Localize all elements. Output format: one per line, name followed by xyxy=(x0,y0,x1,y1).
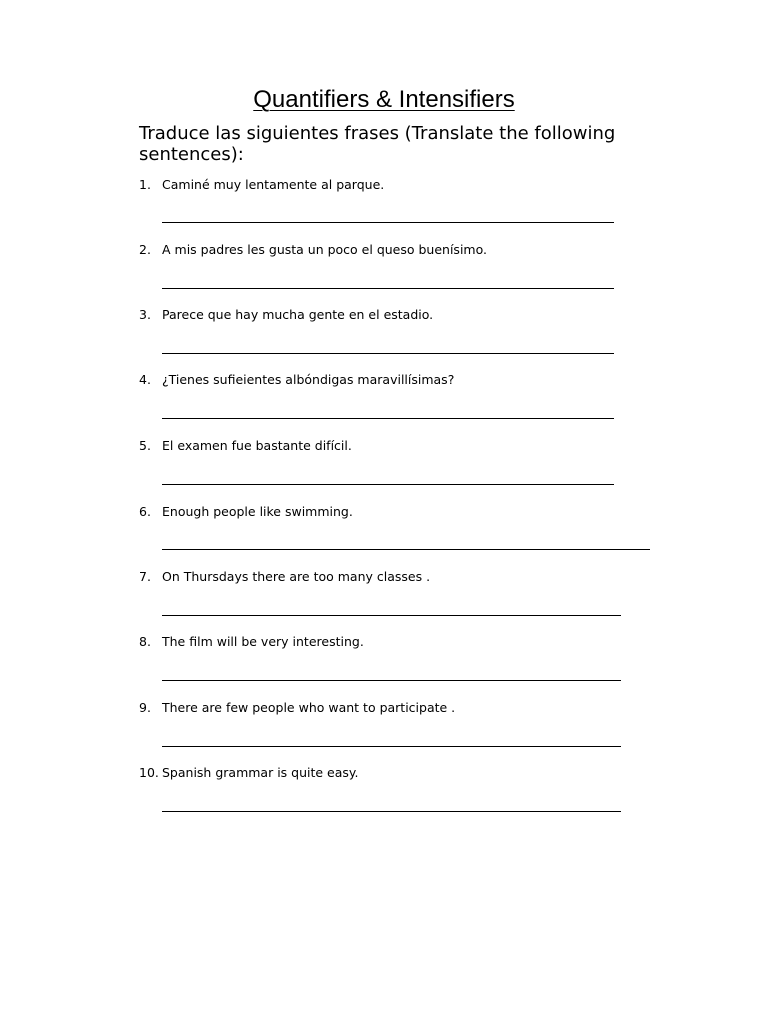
answer-line[interactable] xyxy=(162,484,614,485)
question-text: Enough people like swimming. xyxy=(162,504,353,519)
answer-line[interactable] xyxy=(162,418,614,419)
answer-line[interactable] xyxy=(162,615,621,616)
question-number: 10. xyxy=(139,765,159,780)
question-text: There are few people who want to participate . xyxy=(162,700,456,715)
answer-line[interactable] xyxy=(162,222,614,223)
answer-line[interactable] xyxy=(162,353,614,354)
question-number: 8. xyxy=(139,634,151,649)
answer-line[interactable] xyxy=(162,549,650,550)
question-number: 1. xyxy=(139,177,151,192)
question-number: 2. xyxy=(139,242,151,257)
question-number: 3. xyxy=(139,307,151,322)
question-number: 4. xyxy=(139,372,151,387)
question-text: A mis padres les gusta un poco el queso buenísimo. xyxy=(162,242,487,257)
question-number: 9. xyxy=(139,700,151,715)
question-number: 5. xyxy=(139,438,151,453)
question-number: 7. xyxy=(139,569,151,584)
question-text: Spanish grammar is quite easy. xyxy=(162,765,359,780)
worksheet-title: Quantifiers & Intensifiers xyxy=(253,86,515,113)
question-number: 6. xyxy=(139,504,151,519)
question-text: El examen fue bastante difícil. xyxy=(162,438,352,453)
answer-line[interactable] xyxy=(162,288,614,289)
question-text: On Thursdays there are too many classes . xyxy=(162,569,431,584)
question-text: Caminé muy lentamente al parque. xyxy=(162,177,385,192)
answer-line[interactable] xyxy=(162,811,621,812)
question-text: ¿Tienes sufieientes albóndigas maravillísimas? xyxy=(162,372,455,387)
instructions-text: Traduce las siguientes frases (Translate the following sentences): xyxy=(139,123,616,165)
question-text: The film will be very interesting. xyxy=(162,634,364,649)
answer-line[interactable] xyxy=(162,746,621,747)
question-text: Parece que hay mucha gente en el estadio. xyxy=(162,307,434,322)
answer-line[interactable] xyxy=(162,680,621,681)
